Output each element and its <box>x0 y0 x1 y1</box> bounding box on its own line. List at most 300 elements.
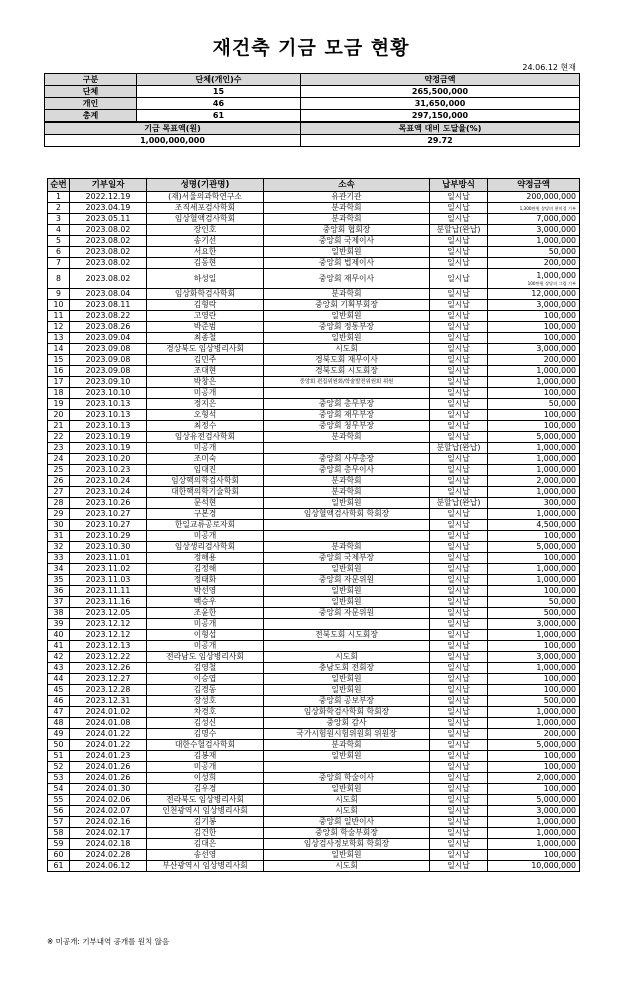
cell-name: 미공개 <box>147 531 264 542</box>
cell-name: 최정수 <box>147 421 264 432</box>
table-row <box>48 564 580 575</box>
table-row <box>48 630 580 641</box>
cell-date: 2023.10.30 <box>70 542 147 553</box>
cell-method: 일시납 <box>430 454 488 465</box>
cell-no: 26 <box>48 476 70 487</box>
cell-amount <box>488 729 580 740</box>
amount-value: 200,000 <box>543 258 576 267</box>
summary-header-label: 구분 <box>45 74 137 86</box>
cell-method: 일시납 <box>430 575 488 586</box>
cell-org <box>264 520 430 531</box>
header-method: 납부방식 <box>430 179 488 192</box>
cell-method: 일시납 <box>430 663 488 674</box>
amount-value: 1,000,000 <box>536 630 576 639</box>
cell-no: 16 <box>48 366 70 377</box>
cell-method: 일시납 <box>430 203 488 214</box>
cell-name: 전라남도 임상병리사회 <box>147 652 264 663</box>
cell-no: 18 <box>48 388 70 399</box>
table-row <box>48 344 580 355</box>
cell-no: 30 <box>48 520 70 531</box>
table-row <box>48 258 580 269</box>
cell-date: 2024.02.28 <box>70 850 147 861</box>
cell-amount <box>488 465 580 476</box>
cell-org: 시도회 <box>264 795 430 806</box>
cell-name: 서요한 <box>147 247 264 258</box>
cell-date: 2023.08.22 <box>70 311 147 322</box>
amount-value: 500,000 <box>543 696 576 705</box>
cell-org: 경북도회 재무이사 <box>264 355 430 366</box>
table-row <box>48 443 580 454</box>
cell-amount <box>488 432 580 443</box>
cell-no: 37 <box>48 597 70 608</box>
cell-no: 42 <box>48 652 70 663</box>
cell-name: 미공개 <box>147 443 264 454</box>
cell-date: 2023.08.26 <box>70 322 147 333</box>
cell-name: 정태화 <box>147 575 264 586</box>
table-row <box>48 377 580 388</box>
cell-org: 분과학회 <box>264 476 430 487</box>
cell-org <box>264 443 430 454</box>
cell-no: 61 <box>48 861 70 872</box>
cell-method: 일시납 <box>430 839 488 850</box>
table-row <box>48 225 580 236</box>
cell-org <box>264 619 430 630</box>
cell-date: 2023.10.10 <box>70 388 147 399</box>
cell-org: 일반회원 <box>264 597 430 608</box>
amount-value: 100,000 <box>543 762 576 771</box>
cell-method: 일시납 <box>430 388 488 399</box>
cell-amount <box>488 740 580 751</box>
table-row <box>48 454 580 465</box>
cell-method: 일시납 <box>430 421 488 432</box>
cell-org: 분과학회 <box>264 432 430 443</box>
table-row <box>48 476 580 487</box>
cell-no: 31 <box>48 531 70 542</box>
amount-value: 1,000,000 <box>536 465 576 474</box>
cell-amount <box>488 498 580 509</box>
table-row <box>48 861 580 872</box>
cell-name: 임대진 <box>147 465 264 476</box>
cell-name: 박준범 <box>147 322 264 333</box>
cell-name: 대한핵의학기술학회 <box>147 487 264 498</box>
cell-amount <box>488 476 580 487</box>
cell-org: 임상화학검사학회 학회장 <box>264 707 430 718</box>
table-row <box>48 410 580 421</box>
cell-name: 고영란 <box>147 311 264 322</box>
cell-amount <box>488 784 580 795</box>
cell-date: 2023.08.04 <box>70 289 147 300</box>
cell-amount <box>488 597 580 608</box>
table-row <box>48 718 580 729</box>
cell-method: 일시납 <box>430 630 488 641</box>
cell-name: 김정해 <box>147 564 264 575</box>
cell-org: 중앙회 공보부장 <box>264 696 430 707</box>
summary-amount: 297,150,000 <box>301 110 580 123</box>
cell-method: 일시납 <box>430 333 488 344</box>
table-row <box>48 839 580 850</box>
cell-date: 2023.12.27 <box>70 674 147 685</box>
cell-no: 13 <box>48 333 70 344</box>
cell-org: 중앙회 국제이사 <box>264 236 430 247</box>
table-row <box>48 542 580 553</box>
cell-name: 차경호 <box>147 707 264 718</box>
amount-value: 1,000,000 <box>536 663 576 672</box>
table-row <box>48 487 580 498</box>
cell-method: 일시납 <box>430 850 488 861</box>
amount-value: 50,000 <box>548 597 576 606</box>
cell-amount <box>488 663 580 674</box>
cell-name: 이승엽 <box>147 674 264 685</box>
cell-org: 중앙회 자문위원 <box>264 608 430 619</box>
cell-org: 시도회 <box>264 652 430 663</box>
cell-amount <box>488 388 580 399</box>
cell-org: 중앙회 학술이사 <box>264 773 430 784</box>
cell-org: 중앙회 청무부장 <box>264 421 430 432</box>
rate-label: 목표액 대비 도달율(%) <box>301 122 580 135</box>
amount-value: 3,000,000 <box>536 300 576 309</box>
cell-org: 일반회원 <box>264 498 430 509</box>
amount-value: 1,000,000 <box>536 839 576 848</box>
amount-value: 10,000,000 <box>531 861 576 870</box>
cell-date: 2024.01.30 <box>70 784 147 795</box>
cell-name: 장인호 <box>147 225 264 236</box>
cell-name: 김명수 <box>147 729 264 740</box>
cell-name: 조미숙 <box>147 454 264 465</box>
summary-table <box>44 73 580 147</box>
cell-name: 박창은 <box>147 377 264 388</box>
cell-org: 중앙회 자문위원 <box>264 575 430 586</box>
table-row <box>48 192 580 203</box>
cell-no: 58 <box>48 828 70 839</box>
cell-amount <box>488 564 580 575</box>
cell-method: 분할납(완납) <box>430 443 488 454</box>
amount-value: 200,000 <box>543 729 576 738</box>
cell-name: 조직세포검사학회 <box>147 203 264 214</box>
cell-no: 53 <box>48 773 70 784</box>
cell-amount <box>488 300 580 311</box>
cell-name: 미공개 <box>147 619 264 630</box>
cell-amount <box>488 344 580 355</box>
cell-name: 정해용 <box>147 553 264 564</box>
cell-name: (재)서울의과학연구소 <box>147 192 264 203</box>
cell-date: 2023.10.20 <box>70 454 147 465</box>
cell-method: 일시납 <box>430 806 488 817</box>
amount-value: 100,000 <box>543 850 576 859</box>
table-row <box>48 269 580 289</box>
cell-date: 2023.04.19 <box>70 203 147 214</box>
cell-name: 이형섭 <box>147 630 264 641</box>
table-row <box>48 247 580 258</box>
header-org: 소속 <box>264 179 430 192</box>
amount-value: 100,000 <box>543 586 576 595</box>
cell-method: 일시납 <box>430 311 488 322</box>
rate-value: 29.72 <box>301 135 580 147</box>
cell-no: 11 <box>48 311 70 322</box>
amount-value: 1,000,000 <box>536 454 576 463</box>
cell-name: 김형락 <box>147 300 264 311</box>
amount-value: 100,000 <box>543 410 576 419</box>
cell-date: 2024.02.16 <box>70 817 147 828</box>
table-row <box>48 421 580 432</box>
cell-name: 최종철 <box>147 333 264 344</box>
cell-name: 미공개 <box>147 641 264 652</box>
cell-name: 김경동 <box>147 685 264 696</box>
cell-org: 일반회원 <box>264 674 430 685</box>
cell-date: 2023.09.04 <box>70 333 147 344</box>
table-row <box>48 608 580 619</box>
cell-amount <box>488 410 580 421</box>
table-row <box>48 355 580 366</box>
amount-value: 100,000 <box>543 553 576 562</box>
cell-method: 일시납 <box>430 509 488 520</box>
cell-amount <box>488 773 580 784</box>
cell-org: 분과학회 <box>264 214 430 225</box>
cell-method: 일시납 <box>430 214 488 225</box>
amount-value: 100,000 <box>543 322 576 331</box>
cell-amount <box>488 685 580 696</box>
cell-name: 김대은 <box>147 839 264 850</box>
amount-value: 50,000 <box>548 399 576 408</box>
amount-value: 3,000,000 <box>536 619 576 628</box>
table-row <box>48 795 580 806</box>
amount-value: 1,000,000 <box>536 575 576 584</box>
cell-no: 21 <box>48 421 70 432</box>
table-row <box>48 586 580 597</box>
cell-no: 20 <box>48 410 70 421</box>
cell-name: 오형석 <box>147 410 264 421</box>
table-row <box>48 311 580 322</box>
cell-method: 일시납 <box>430 410 488 421</box>
cell-date: 2023.08.02 <box>70 236 147 247</box>
summary-label: 단체 <box>45 86 137 98</box>
cell-date: 2024.02.06 <box>70 795 147 806</box>
cell-org: 중앙회 협회장 <box>264 225 430 236</box>
amount-value: 100,000 <box>543 751 576 760</box>
cell-no: 8 <box>48 269 70 289</box>
amount-value: 500,000 <box>543 608 576 617</box>
cell-name: 김기봉 <box>147 817 264 828</box>
table-row <box>48 388 580 399</box>
cell-date: 2023.08.11 <box>70 300 147 311</box>
header-no: 순번 <box>48 179 70 192</box>
summary-count: 46 <box>137 98 301 110</box>
cell-name: 구본경 <box>147 509 264 520</box>
cell-amount <box>488 269 580 289</box>
cell-method: 일시납 <box>430 817 488 828</box>
cell-no: 5 <box>48 236 70 247</box>
cell-date: 2024.02.18 <box>70 839 147 850</box>
cell-date: 2023.10.19 <box>70 443 147 454</box>
cell-no: 49 <box>48 729 70 740</box>
cell-amount <box>488 236 580 247</box>
cell-date: 2023.09.08 <box>70 344 147 355</box>
table-row <box>48 300 580 311</box>
amount-value: 100,000 <box>543 311 576 320</box>
cell-date: 2023.12.05 <box>70 608 147 619</box>
amount-value: 5,000,000 <box>536 542 576 551</box>
donation-header-row <box>48 179 580 192</box>
cell-date: 2023.10.24 <box>70 476 147 487</box>
table-row <box>48 531 580 542</box>
amount-value: 4,500,000 <box>536 520 576 529</box>
cell-name: 김민주 <box>147 355 264 366</box>
cell-amount <box>488 652 580 663</box>
cell-method: 분할납(완납) <box>430 498 488 509</box>
cell-amount <box>488 696 580 707</box>
cell-name: 미공개 <box>147 762 264 773</box>
goal-label: 기금 목표액(원) <box>45 122 301 135</box>
cell-no: 24 <box>48 454 70 465</box>
cell-org: 경북도회 시도회장 <box>264 366 430 377</box>
cell-name: 김동현 <box>147 258 264 269</box>
cell-org: 일반회원 <box>264 586 430 597</box>
amount-value: 5,000,000 <box>536 432 576 441</box>
cell-date: 2024.02.07 <box>70 806 147 817</box>
cell-no: 9 <box>48 289 70 300</box>
table-row <box>48 663 580 674</box>
cell-date: 2023.10.13 <box>70 399 147 410</box>
cell-method: 일시납 <box>430 718 488 729</box>
cell-no: 17 <box>48 377 70 388</box>
table-row <box>48 520 580 531</box>
cell-no: 52 <box>48 762 70 773</box>
cell-no: 23 <box>48 443 70 454</box>
cell-method: 일시납 <box>430 344 488 355</box>
header-name: 성명(기관명) <box>147 179 264 192</box>
cell-org: 일반회원 <box>264 850 430 861</box>
cell-org: 중앙회 재무이사 <box>264 269 430 289</box>
table-row <box>48 553 580 564</box>
cell-no: 35 <box>48 575 70 586</box>
cell-amount <box>488 828 580 839</box>
cell-date: 2024.01.26 <box>70 762 147 773</box>
cell-date: 2023.10.23 <box>70 465 147 476</box>
cell-no: 36 <box>48 586 70 597</box>
cell-date: 2023.12.26 <box>70 663 147 674</box>
amount-note: 1,300만원 상당의 현미경 기부 <box>519 205 576 211</box>
cell-amount <box>488 542 580 553</box>
cell-amount <box>488 619 580 630</box>
cell-amount <box>488 377 580 388</box>
cell-date: 2024.01.26 <box>70 773 147 784</box>
amount-value: 1,000,000 <box>536 817 576 826</box>
summary-header-row <box>45 74 580 86</box>
cell-amount <box>488 454 580 465</box>
amount-value: 5,000,000 <box>536 795 576 804</box>
cell-name: 김건한 <box>147 828 264 839</box>
cell-name: 미공개 <box>147 388 264 399</box>
cell-org: 분과학회 <box>264 487 430 498</box>
cell-org: 일반회원 <box>264 311 430 322</box>
cell-name: 정지은 <box>147 399 264 410</box>
cell-date: 2023.10.29 <box>70 531 147 542</box>
cell-no: 14 <box>48 344 70 355</box>
cell-method: 일시납 <box>430 465 488 476</box>
table-row <box>48 707 580 718</box>
cell-method: 일시납 <box>430 192 488 203</box>
cell-org: 임상혈액검사학회 학회장 <box>264 509 430 520</box>
cell-org <box>264 388 430 399</box>
cell-org: 임상검사정보학회 학회장 <box>264 839 430 850</box>
table-row <box>48 773 580 784</box>
table-row <box>48 289 580 300</box>
amount-value: 300,000 <box>543 498 576 507</box>
cell-name: 이성희 <box>147 773 264 784</box>
amount-value: 100,000 <box>543 641 576 650</box>
cell-method: 일시납 <box>430 487 488 498</box>
cell-amount <box>488 225 580 236</box>
amount-value: 2,000,000 <box>536 476 576 485</box>
amount-value: 50,000 <box>548 247 576 256</box>
table-row <box>48 366 580 377</box>
cell-no: 4 <box>48 225 70 236</box>
cell-no: 51 <box>48 751 70 762</box>
amount-value: 1,000,000 <box>536 236 576 245</box>
cell-amount <box>488 839 580 850</box>
cell-method: 일시납 <box>430 520 488 531</box>
cell-no: 19 <box>48 399 70 410</box>
cell-method: 일시납 <box>430 269 488 289</box>
cell-name: 임상유전검사학회 <box>147 432 264 443</box>
cell-org: 일반회원 <box>264 784 430 795</box>
table-row <box>48 333 580 344</box>
table-row <box>48 509 580 520</box>
cell-name: 한일교류공로자회 <box>147 520 264 531</box>
amount-value: 100,000 <box>543 674 576 683</box>
amount-value: 1,000,000 <box>536 509 576 518</box>
cell-method: 일시납 <box>430 322 488 333</box>
cell-name: 하성일 <box>147 269 264 289</box>
table-row <box>48 498 580 509</box>
amount-value: 3,000,000 <box>536 652 576 661</box>
table-row <box>48 817 580 828</box>
table-row <box>48 850 580 861</box>
cell-date: 2023.10.19 <box>70 432 147 443</box>
cell-method: 일시납 <box>430 258 488 269</box>
cell-no: 54 <box>48 784 70 795</box>
cell-no: 12 <box>48 322 70 333</box>
cell-date: 2023.08.02 <box>70 225 147 236</box>
cell-date: 2023.11.02 <box>70 564 147 575</box>
cell-name: 경상북도 임상병리사회 <box>147 344 264 355</box>
cell-org: 국가시험원시험위원회 위원장 <box>264 729 430 740</box>
cell-amount <box>488 718 580 729</box>
cell-date: 2023.10.13 <box>70 421 147 432</box>
cell-date: 2023.09.08 <box>70 355 147 366</box>
cell-method: 일시납 <box>430 247 488 258</box>
table-row <box>48 619 580 630</box>
cell-no: 55 <box>48 795 70 806</box>
cell-amount <box>488 630 580 641</box>
cell-name: 대한수혈검사학회 <box>147 740 264 751</box>
cell-no: 41 <box>48 641 70 652</box>
cell-method: 일시납 <box>430 531 488 542</box>
amount-value: 1,000,000 <box>536 487 576 496</box>
cell-no: 33 <box>48 553 70 564</box>
amount-value: 1,000,000 <box>536 366 576 375</box>
cell-amount <box>488 850 580 861</box>
cell-org: 중앙회 재무부장 <box>264 410 430 421</box>
cell-org: 분과학회 <box>264 203 430 214</box>
cell-name: 김성신 <box>147 718 264 729</box>
cell-amount <box>488 192 580 203</box>
cell-date: 2023.12.22 <box>70 652 147 663</box>
table-row <box>48 685 580 696</box>
cell-no: 48 <box>48 718 70 729</box>
cell-date: 2023.11.11 <box>70 586 147 597</box>
cell-date: 2023.10.26 <box>70 498 147 509</box>
cell-method: 일시납 <box>430 236 488 247</box>
